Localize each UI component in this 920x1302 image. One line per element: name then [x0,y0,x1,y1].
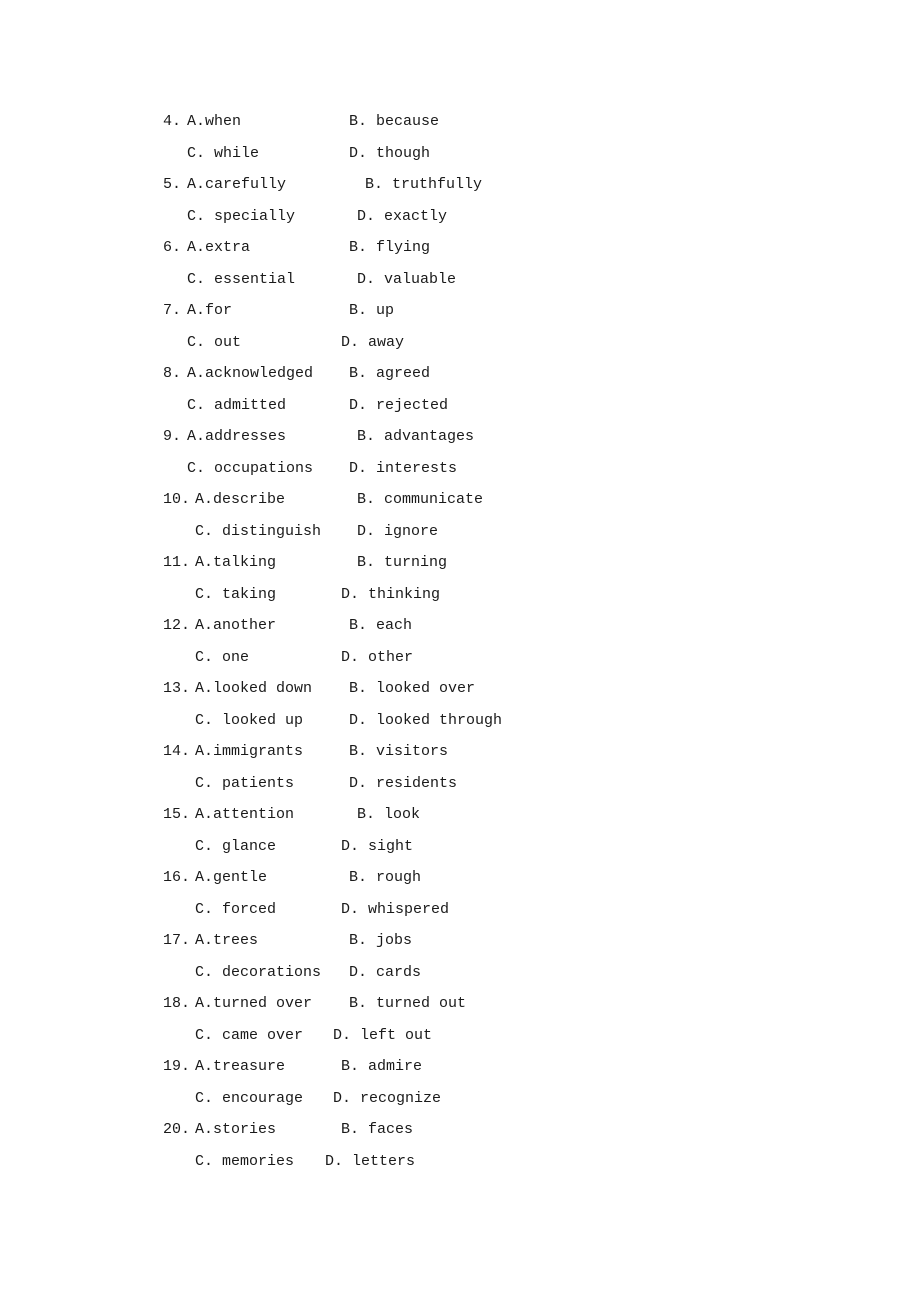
question-number: 16. [163,869,191,886]
option-b: B. truthfully [365,176,483,193]
option-d: D. interests [349,460,458,477]
question-number: 13. [163,680,191,697]
question-number: 14. [163,743,191,760]
option-b: B. visitors [349,743,449,760]
question-number: 9. [163,428,182,445]
option-b: B. turning [357,554,448,571]
question-number: 18. [163,995,191,1012]
option-b: B. turned out [349,995,467,1012]
option-d: D. thinking [341,586,441,603]
question-number: 8. [163,365,182,382]
option-d: D. whispered [341,901,450,918]
option-a: A.for [187,302,233,319]
option-b: B. each [349,617,413,634]
question-number: 6. [163,239,182,256]
option-a: A.describe [195,491,286,508]
option-d: D. away [341,334,405,351]
option-b: B. jobs [349,932,413,949]
option-a: A.when [187,113,242,130]
option-d: D. left out [333,1027,433,1044]
option-c: C. taking [195,586,277,603]
option-c: C. decorations [195,964,322,981]
option-a: A.immigrants [195,743,304,760]
question-number: 17. [163,932,191,949]
option-a: A.talking [195,554,277,571]
question-number: 10. [163,491,191,508]
option-c: C. one [195,649,250,666]
option-a: A.extra [187,239,251,256]
option-c: C. memories [195,1153,295,1170]
option-a: A.attention [195,806,295,823]
option-d: D. exactly [357,208,448,225]
option-b: B. flying [349,239,431,256]
option-a: A.addresses [187,428,287,445]
option-d: D. though [349,145,431,162]
option-c: C. occupations [187,460,314,477]
option-b: B. advantages [357,428,475,445]
option-b: B. looked over [349,680,476,697]
option-c: C. distinguish [195,523,322,540]
question-number: 4. [163,113,182,130]
option-d: D. sight [341,838,414,855]
option-d: D. recognize [333,1090,442,1107]
option-d: D. letters [325,1153,416,1170]
option-a: A.trees [195,932,259,949]
question-number: 12. [163,617,191,634]
question-number: 5. [163,176,182,193]
option-c: C. encourage [195,1090,304,1107]
question-number: 15. [163,806,191,823]
option-d: D. ignore [357,523,439,540]
option-c: C. patients [195,775,295,792]
option-c: C. while [187,145,260,162]
question-number: 20. [163,1121,191,1138]
option-d: D. cards [349,964,422,981]
option-b: B. because [349,113,440,130]
option-d: D. rejected [349,397,449,414]
option-b: B. up [349,302,395,319]
option-a: A.another [195,617,277,634]
option-d: D. valuable [357,271,457,288]
option-d: D. other [341,649,414,666]
option-a: A.acknowledged [187,365,314,382]
option-c: C. looked up [195,712,304,729]
question-number: 7. [163,302,182,319]
option-b: B. communicate [357,491,484,508]
question-number: 11. [163,554,191,571]
option-d: D. looked through [349,712,503,729]
option-a: A.stories [195,1121,277,1138]
option-a: A.treasure [195,1058,286,1075]
option-c: C. specially [187,208,296,225]
option-d: D. residents [349,775,458,792]
option-c: C. out [187,334,242,351]
option-b: B. admire [341,1058,423,1075]
option-a: A.carefully [187,176,287,193]
question-number: 19. [163,1058,191,1075]
option-c: C. admitted [187,397,287,414]
option-b: B. agreed [349,365,431,382]
option-c: C. essential [187,271,296,288]
option-a: A.looked down [195,680,313,697]
option-b: B. faces [341,1121,414,1138]
option-b: B. look [357,806,421,823]
option-a: A.gentle [195,869,268,886]
option-c: C. glance [195,838,277,855]
option-a: A.turned over [195,995,313,1012]
option-b: B. rough [349,869,422,886]
option-c: C. forced [195,901,277,918]
option-c: C. came over [195,1027,304,1044]
